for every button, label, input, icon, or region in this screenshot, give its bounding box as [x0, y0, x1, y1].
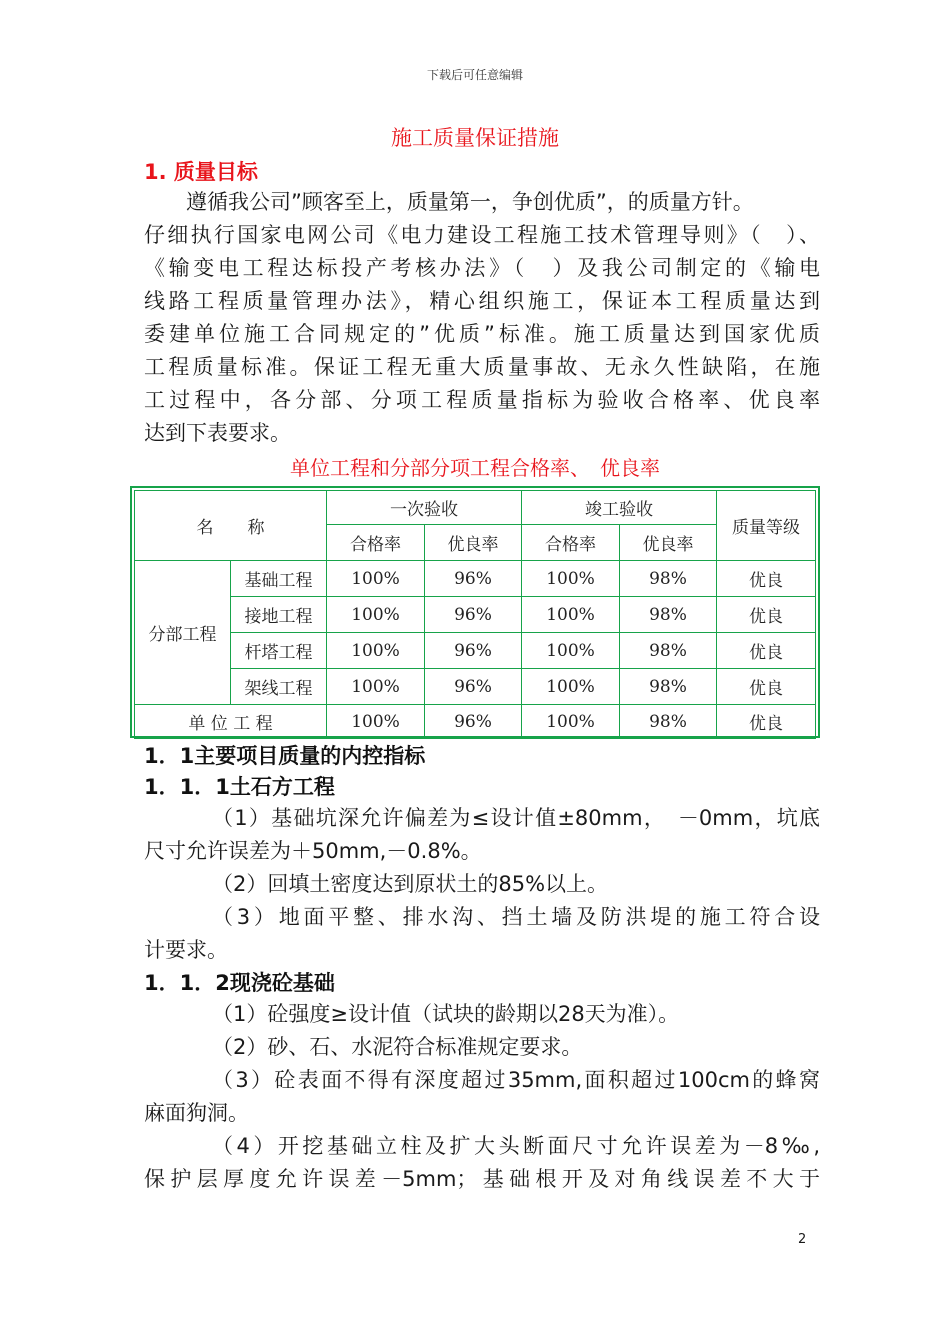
paragraph-line: 保护层厚度允许误差－5mm；基础根开及对角线误差不大于: [144, 1167, 820, 1191]
subheader-pass-rate: 合格率: [327, 525, 425, 561]
subheader-good-rate: 优良率: [425, 525, 522, 561]
cell-pass-rate-first: 100%: [327, 561, 425, 597]
cell-good-rate-final: 98%: [620, 705, 717, 739]
paragraph-line: 尺寸允许误差为＋50mm,－0.8%。: [144, 839, 482, 863]
cell-grade: 优良: [717, 633, 816, 669]
paragraph-line: 计要求。: [144, 938, 228, 962]
paragraph-line: （1）基础坑深允许偏差为≤设计值±80mm， －0mm，坑底: [212, 806, 820, 830]
cell-grade: 优良: [717, 705, 816, 739]
row-name: 杆塔工程: [231, 633, 327, 669]
table-title: 单位工程和分部分项工程合格率、 优良率: [290, 456, 660, 480]
table-row: [135, 633, 816, 669]
cell-good-rate-first: 96%: [425, 705, 522, 739]
cell-good-rate-final: 98%: [620, 597, 717, 633]
cell-pass-rate-final: 100%: [522, 561, 620, 597]
cell-good-rate-final: 98%: [620, 561, 717, 597]
row-name: 架线工程: [231, 669, 327, 705]
cell-pass-rate-first: 100%: [327, 597, 425, 633]
cell-good-rate-first: 96%: [425, 597, 522, 633]
document-title: 施工质量保证措施: [391, 126, 559, 150]
cell-grade: 优良: [717, 561, 816, 597]
section-heading-internal-control: 1．1主要项目质量的内控指标: [144, 744, 426, 768]
cell-pass-rate-first: 100%: [327, 633, 425, 669]
subheader-pass-rate: 合格率: [522, 525, 620, 561]
subheader-good-rate: 优良率: [620, 525, 717, 561]
section-heading-quality-target: 1. 质量目标: [144, 160, 258, 184]
quality-rate-table: [130, 486, 820, 738]
paragraph-line: （3）砼表面不得有深度超过35mm,面积超过100cm的蜂窝: [212, 1068, 820, 1092]
paragraph-line: （1）砼强度≥设计值（试块的龄期以28天为准）。: [212, 1002, 680, 1026]
row-name: 基础工程: [231, 561, 327, 597]
paragraph-line: （2）回填土密度达到原状土的85%以上。: [212, 872, 609, 896]
cell-good-rate-final: 98%: [620, 669, 717, 705]
paragraph-line: （3）地面平整、排水沟、挡土墙及防洪堤的施工符合设: [212, 905, 820, 929]
paragraph-line: （2）砂、石、水泥符合标准规定要求。: [212, 1035, 583, 1059]
subsection-heading-cast-foundation: 1．1．2现浇砼基础: [144, 971, 335, 995]
paragraph-line: 工过程中，各分部、分项工程质量指标为验收合格率、优良率: [144, 388, 820, 412]
paragraph-line: 线路工程质量管理办法》，精心组织施工，保证本工程质量达到: [144, 289, 820, 313]
cell-good-rate-final: 98%: [620, 633, 717, 669]
cell-good-rate-first: 96%: [425, 561, 522, 597]
cell-grade: 优良: [717, 597, 816, 633]
paragraph-line: （4）开挖基础立柱及扩大头断面尺寸允许误差为－8‰,: [212, 1134, 820, 1158]
paragraph-line: 麻面狗洞。: [144, 1101, 249, 1125]
paragraph-line: 委建单位施工合同规定的”优质”标准。施工质量达到国家优质: [144, 322, 820, 346]
unit-row-name: 单 位 工 程: [135, 705, 327, 739]
subsection-heading-earthwork: 1．1．1土石方工程: [144, 775, 335, 799]
table-row: [135, 669, 816, 705]
cell-pass-rate-first: 100%: [327, 705, 425, 739]
cell-pass-rate-first: 100%: [327, 669, 425, 705]
header-name: 名 称: [135, 491, 327, 561]
header-first-acceptance: 一次验收: [327, 491, 522, 525]
cell-good-rate-first: 96%: [425, 669, 522, 705]
paragraph-line: 达到下表要求。: [144, 421, 291, 445]
paragraph-line: 仔细执行国家电网公司《电力建设工程施工技术管理导则》（ ）、: [144, 223, 820, 247]
page-number: 2: [798, 1232, 807, 1247]
header-final-acceptance: 竣工验收: [522, 491, 717, 525]
table-row: [135, 561, 816, 597]
page-header: 下载后可任意编辑: [426, 68, 523, 82]
paragraph-line: 遵循我公司”顾客至上，质量第一，争创优质”，的质量方针。: [186, 190, 754, 214]
cell-pass-rate-final: 100%: [522, 669, 620, 705]
table-row: [135, 705, 816, 739]
paragraph-line: 工程质量标准。保证工程无重大质量事故、无永久性缺陷，在施: [144, 355, 820, 379]
row-name: 接地工程: [231, 597, 327, 633]
cell-pass-rate-final: 100%: [522, 633, 620, 669]
cell-grade: 优良: [717, 669, 816, 705]
group-label: 分部工程: [135, 561, 231, 705]
paragraph-line: 《输变电工程达标投产考核办法》（ ）及我公司制定的《输电: [144, 256, 820, 280]
header-quality-grade: 质量等级: [717, 491, 816, 561]
cell-pass-rate-final: 100%: [522, 597, 620, 633]
table-row: [135, 597, 816, 633]
cell-pass-rate-final: 100%: [522, 705, 620, 739]
cell-good-rate-first: 96%: [425, 633, 522, 669]
